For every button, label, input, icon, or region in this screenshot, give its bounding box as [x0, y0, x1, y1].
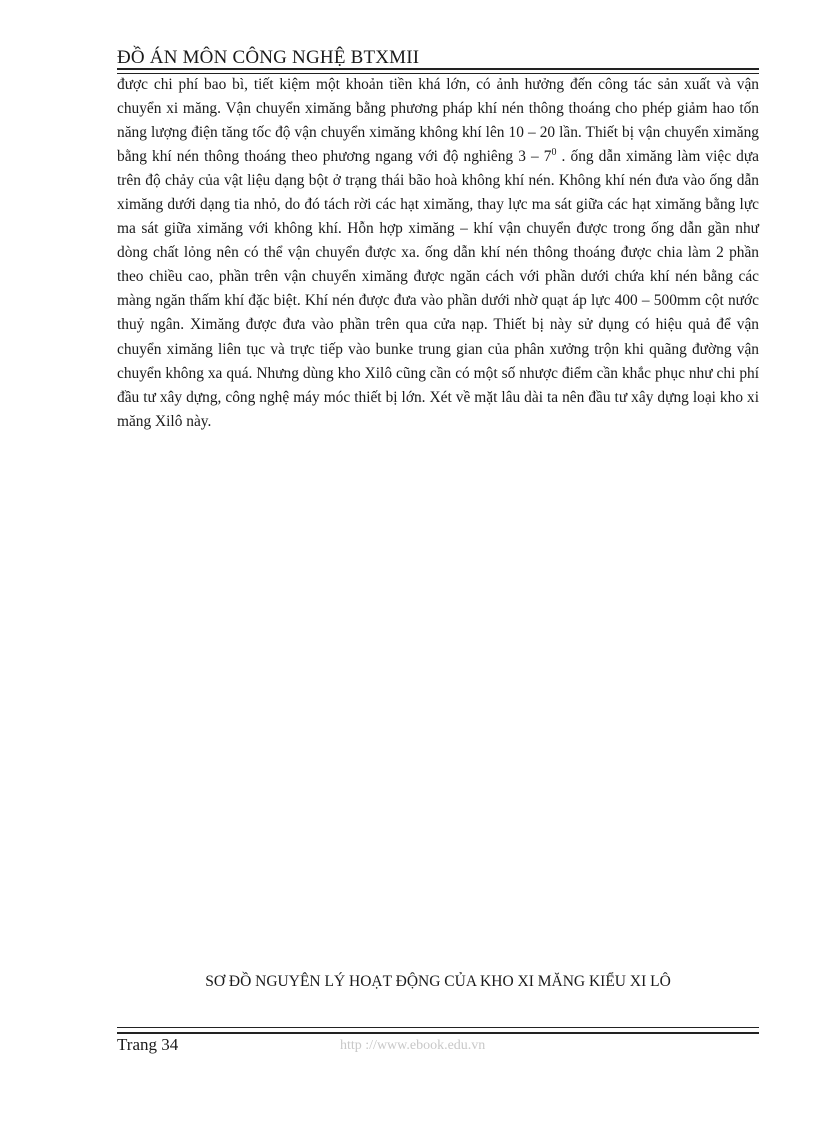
diagram-caption: SƠ ĐỒ NGUYÊN LÝ HOẠT ĐỘNG CỦA KHO XI MĂNG KIỂU XI LÔ: [205, 973, 671, 990]
body-text-part-2: . ống dẫn ximăng làm việc dựa trên độ chảy của vật liệu dạng bột ở trạng thái bão hoà không khí nén. Không khí nén đưa vào ống dẫn ximăng dưới dạng tia nhỏ, do đó tách rời các hạt ximăng, thay lực ma sát giữa các hạt ximăng bằng lực ma sát giữa ximăng với không khí. Hỗn hợp ximăng – khí vận chuyển được trong ống dẫn gần như dòng chất lỏng nên có thể vận chuyển được xa. ống dẫn khí nén thông thoáng được chia làm 2 phần theo chiều cao, phần trên vận chuyển ximăng được ngăn cách với phần dưới chứa khí nén bằng các màng ngăn thấm khí đặc biệt. Khí nén được đưa vào phần dưới nhờ quạt áp lực 400 – 500mm cột nước thuỷ ngân. Ximăng được đưa vào phần trên qua cửa nạp. Thiết bị này sử dụng có hiệu quả để vận chuyển ximăng liên tục và trực tiếp vào bunke trung gian của phân xưởng trộn khi quãng đường vận chuyển không xa quá. Nhưng dùng kho Xilô cũng cần có một số nhược điểm cần khắc phục như chi phí đầu tư xây dựng, công nghệ máy móc thiết bị lớn. Xét về mặt lâu dài ta nên đầu tư xây dựng loại kho xi măng Xilô này.: [117, 148, 759, 430]
watermark-url: http ://www.ebook.edu.vn: [340, 1038, 486, 1053]
page-number: Trang 34: [117, 1035, 179, 1054]
degree-superscript: 0: [551, 147, 557, 159]
body-paragraph: [117, 73, 759, 434]
body-text-part-1: được chi phí bao bì, tiết kiệm một khoản tiền khá lớn, có ảnh hưởng đến công tác sản xuất và vận chuyển xi măng. Vận chuyển ximăng bằng phương pháp khí nén thông thoáng cho phép giảm hao tốn năng lượng điện tăng tốc độ vận chuyển ximăng không khí lên 10 – 20 lần. Thiết bị vận chuyển ximăng bằng khí nén thông thoáng theo phương ngang với độ nghiêng 3 – 7: [117, 76, 759, 166]
page-header-title: ĐỒ ÁN MÔN CÔNG NGHỆ BTXMII: [117, 47, 420, 68]
footer-double-rule: [117, 1027, 759, 1034]
